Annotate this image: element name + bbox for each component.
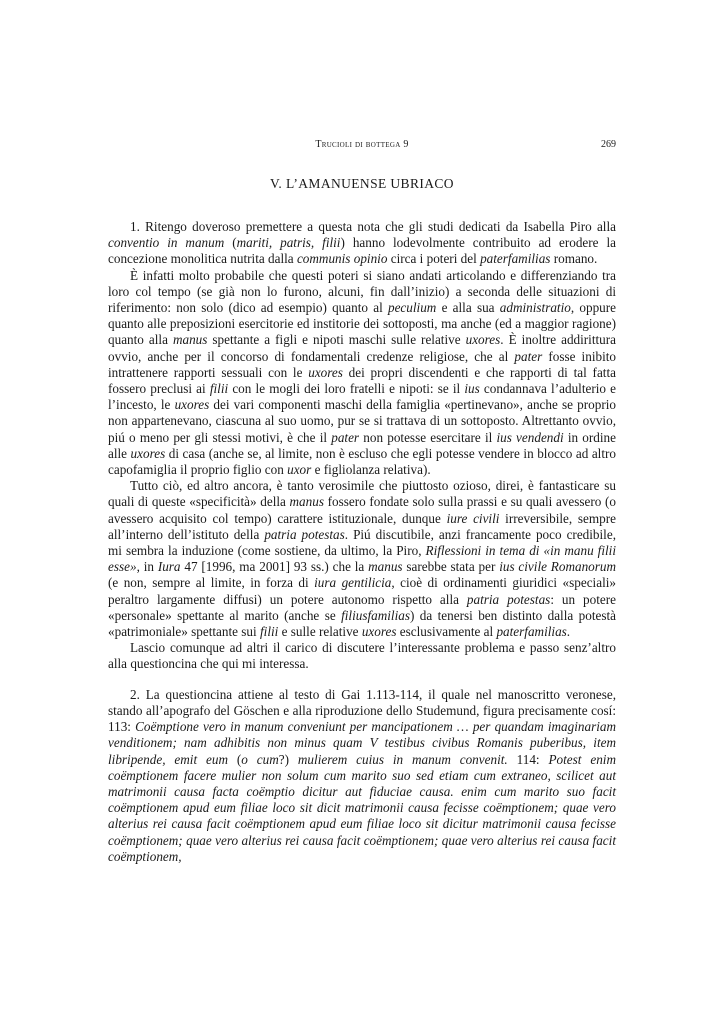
italic-run: paterfamilias bbox=[480, 251, 551, 267]
text-run: esclusivamente al bbox=[396, 624, 497, 640]
text-run: Lascio comunque ad altri il carico di discutere l’interessante problema e passo senz’altro alla questioncina che qui mi interessa. bbox=[108, 640, 616, 672]
body-text bbox=[108, 219, 616, 865]
italic-run: ius bbox=[464, 381, 480, 397]
paragraph-p3 bbox=[108, 478, 616, 640]
italic-run: uxores bbox=[361, 624, 397, 640]
text-run: , in bbox=[136, 559, 158, 575]
text-run: (e non, sempre al limite, in forza di bbox=[108, 575, 315, 591]
italic-run: administratio bbox=[499, 300, 571, 316]
italic-run: filii bbox=[209, 381, 229, 397]
italic-run: peculium bbox=[387, 300, 437, 316]
italic-run: Iura bbox=[157, 559, 181, 575]
italic-run: uxor bbox=[287, 462, 312, 478]
italic-run: ius civile Romanorum bbox=[499, 559, 616, 575]
text-run: È infatti molto probabile che questi poteri si siano andati articolando e differenziando tra loro col tempo (se già non lo furono, alcuni, fin dall’inizio) a seconda delle situazioni di riferimento: non solo (dico ad esempio) quanto al bbox=[108, 267, 616, 316]
text-run: Tutto ciò, ed altro ancora, è tanto verosimile che piuttosto ozioso, direi, è fantasticare su quali di queste «specificità» della bbox=[108, 478, 616, 510]
text-run: ?) bbox=[278, 751, 298, 767]
text-run: circa i poteri del bbox=[387, 251, 481, 267]
text-run: di casa (anche se, al limite, non è escluso che egli potesse vendere in blocco ad altro capofamiglia il proprio figlio con bbox=[108, 445, 616, 478]
text-run: 2. La questioncina attiene al testo di Gai 1.113-114, il quale nel manoscritto veronese, stando all’apografo del Göschen e alla riproduzione dello Studemund, figura precisamente cosí: 113: bbox=[108, 686, 616, 735]
italic-run: mariti, patris, filii bbox=[236, 235, 341, 251]
italic-run: manus bbox=[172, 332, 208, 348]
text-run: . È inoltre addirittura ovvio, anche per il concorso di fondamentali credenze religiose, che al bbox=[108, 332, 617, 364]
text-run: dei propri discendenti e che rapporti di tal fatta fossero preclusi ai bbox=[108, 364, 616, 397]
italic-run: manus bbox=[368, 559, 403, 575]
text-run: romano. bbox=[550, 251, 598, 267]
text-run: spettante a figli e nipoti maschi sulle relative bbox=[207, 332, 466, 348]
italic-run: patria potestas bbox=[264, 526, 345, 542]
paragraph-p4 bbox=[108, 640, 616, 672]
italic-run: Coëmptione vero in manum conveniunt per mancipationem … per quandam imaginariam venditionem; nam adhibitis non minus quam V testibus civibus Romanis puberibus, item libripende, emit eum bbox=[108, 719, 616, 767]
running-head bbox=[108, 139, 616, 155]
text-run: ) da tenersi ben distinto dalla potestà «patrimoniale» spettante sui bbox=[108, 607, 616, 640]
italic-run: communis opinio bbox=[296, 251, 388, 267]
italic-run: uxores bbox=[308, 364, 343, 380]
text-run: condannava l’adulterio e l’incesto, le bbox=[108, 381, 617, 413]
paragraph-p5 bbox=[108, 687, 616, 865]
paragraph-p2 bbox=[108, 268, 616, 479]
text-run: ( bbox=[227, 751, 242, 767]
text-run: con le mogli dei loro fratelli e nipoti: se il bbox=[228, 381, 465, 397]
chapter-title: V. L’AMANUENSE UBRIACO bbox=[270, 176, 454, 191]
italic-run: o cum bbox=[241, 751, 279, 767]
text-run: sarebbe stata per bbox=[402, 559, 500, 575]
text-run: e figliolanza relativa). bbox=[311, 462, 431, 478]
italic-run: filii bbox=[260, 624, 279, 640]
italic-run: uxores bbox=[174, 397, 210, 413]
text-run: 47 [1996, ma 2001] 93 ss.) che la bbox=[180, 559, 369, 575]
italic-run: iure civili bbox=[446, 510, 500, 526]
italic-run: paterfamilias bbox=[496, 624, 567, 640]
text-run: , cioè di ordinamenti giuridici «speciali» peraltro largamente diffusi) un potere autonomo rispetto alla bbox=[108, 575, 616, 607]
page-number: 269 bbox=[601, 139, 616, 150]
text-run: ( bbox=[224, 235, 237, 251]
text-run: 114: bbox=[507, 751, 549, 767]
italic-run: manus bbox=[289, 494, 324, 510]
italic-run: pater bbox=[331, 429, 360, 445]
running-title: Trucioli di bottega 9 bbox=[315, 139, 409, 150]
paragraph-p1 bbox=[108, 219, 616, 268]
text-run: non potesse esercitare il bbox=[359, 429, 497, 445]
text-run: dei vari componenti maschi della famiglia «pertinevano», anche se proprio non appartenevano, ciascuna al suo uomo, pur se si trattava di un sottoposto. Altrettanto ovvio, piú o meno per gli stessi motivi, è che il bbox=[108, 397, 616, 445]
text-run: ) hanno lodevolmente contribuito ad erodere la concezione monolitica nutrita dalla bbox=[108, 235, 616, 267]
text-run: , oppure quanto alle preposizioni esercitorie ed institorie dei sottoposti, ma anche (ed a maggior ragione) quanto alla bbox=[108, 300, 617, 348]
italic-run: conventio in manum bbox=[108, 235, 225, 251]
text-run: . bbox=[566, 624, 571, 640]
text-run: fossero fondate solo sulla prassi e su quali avessero (o avessero acquisito col tempo) carattere istituzionale, dunque bbox=[108, 494, 616, 526]
italic-run: iura gentilicia bbox=[314, 575, 392, 591]
italic-run: mulierem cuius in manum convenit. bbox=[297, 751, 508, 767]
text-run: irreversibile, sempre all’interno dell’istituto della bbox=[108, 510, 616, 542]
text-run: e sulle relative bbox=[278, 624, 362, 640]
italic-run: uxores bbox=[465, 332, 501, 348]
text-run: e alla sua bbox=[436, 300, 500, 316]
italic-run: patria potestas bbox=[466, 591, 551, 607]
text-run: 1. Ritengo doveroso premettere a questa nota che gli studi dedicati da Isabella Piro alla bbox=[130, 219, 616, 234]
text-run: fosse inibito intrattenere rapporti sessuali con le bbox=[108, 348, 616, 380]
italic-run: Potest enim coëmptionem facere mulier non solum cum marito suo sed etiam cum extraneo, scilicet aut matrimonii causa facta coëmptio dicitur aut fiduciae causa. enim cum marito suo facit coëmptionem apud eum filiae loco sit dicit matrimonii causa fecisse coëmptionem; quae vero alterius rei causa facit coëmptionem apud eum filiae loco sit dicitur matrimonii causa fecisse coëmptionem; quae vero alterius rei causa facit coëmptionem; quae vero alterius rei causa facit coëmptionem, bbox=[108, 751, 616, 864]
italic-run: Riflessioni in tema di «in manu filii esse» bbox=[108, 543, 617, 575]
text-run: in ordine alle bbox=[108, 429, 616, 461]
text-run: : un potere «personale» spettante al marito (anche se bbox=[108, 591, 616, 623]
italic-run: filiusfamilias bbox=[341, 607, 410, 623]
italic-run: pater bbox=[514, 348, 543, 364]
italic-run: ius vendendi bbox=[496, 429, 564, 445]
text-run: . Piú discutibile, anzi francamente poco credibile, mi sembra la induzione (come sostiene, da ultimo, la Piro, bbox=[108, 526, 616, 559]
italic-run: uxores bbox=[130, 445, 166, 461]
